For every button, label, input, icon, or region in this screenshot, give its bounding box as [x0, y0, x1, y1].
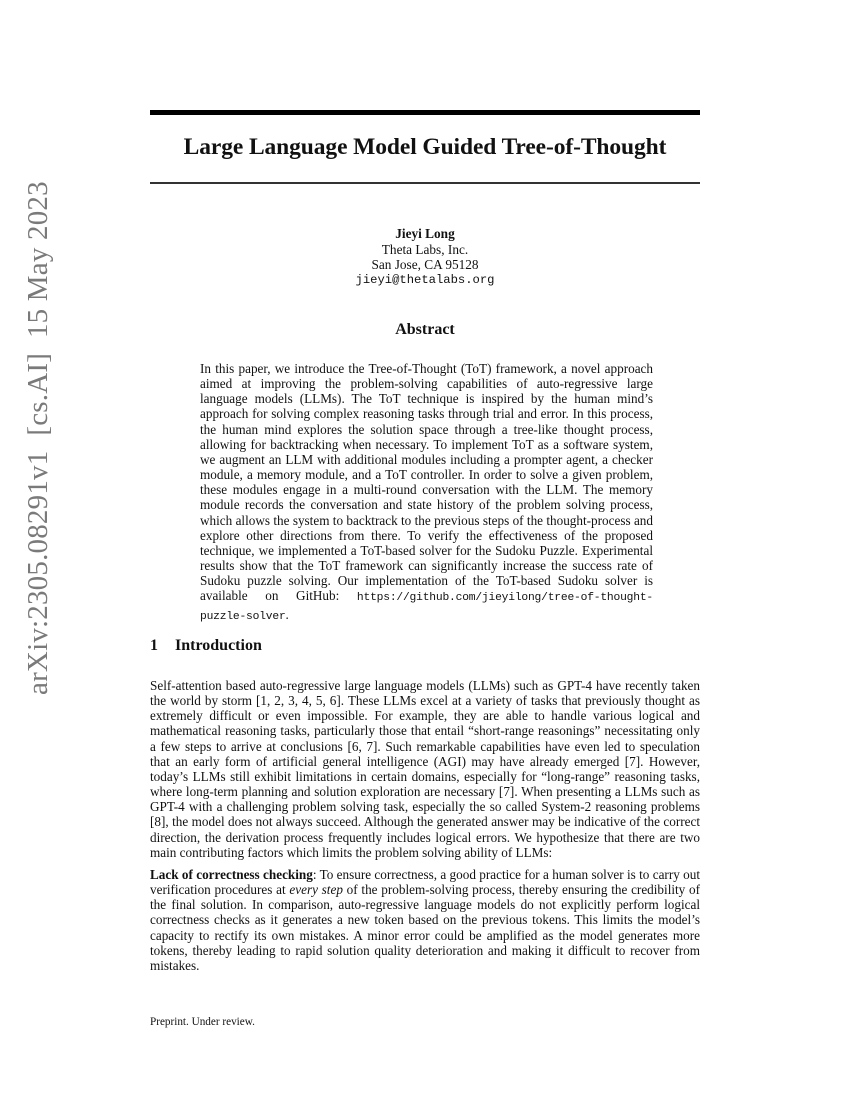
- section-number: 1: [150, 637, 158, 654]
- author-email[interactable]: jieyi@thetalabs.org: [355, 272, 495, 287]
- emphasis-text: every step: [289, 882, 343, 898]
- author-block: [150, 226, 700, 288]
- author-affiliation: Theta Labs, Inc.: [381, 241, 469, 257]
- paragraph-text: : To ensure correctness, a good practice for a human solver is to carry out verification procedures at: [150, 866, 700, 898]
- footer-note: Preprint. Under review.: [150, 1016, 255, 1028]
- paper-title: Large Language Model Guided Tree-of-Thought: [183, 134, 667, 160]
- section-title: Introduction: [175, 637, 262, 654]
- abstract-heading: Abstract: [395, 321, 455, 338]
- github-url-link[interactable]: https://github.com/jieyilong/tree-of-thought-puzzle-solver: [200, 592, 653, 623]
- paragraph-lead-term: Lack of correctness checking: [150, 866, 313, 882]
- intro-paragraph-2: [150, 867, 700, 973]
- introduction-body: [150, 678, 700, 980]
- author-name: Jieyi Long: [395, 226, 455, 241]
- abstract-text: In this paper, we introduce the Tree-of-Thought (ToT) framework, a novel approach aimed at improving the problem-solving capabilities of auto-regressive large language models (LLMs). The ToT technique is inspired by the human mind’s approach for solving complex reasoning tasks through trial and error. In this process, the human mind explores the solution space through a tree-like thought process, allowing for backtracking when necessary. To implement ToT as a software system, we augment an LLM with additional modules including a prompter agent, a checker module, a memory module, and a ToT controller. In order to solve a given problem, these modules engage in a multi-round conversation with the LLM. The memory module records the conversation and state history of the problem solving process, which allows the system to backtrack to the previous steps of the thought-process and explore other directions from there. To verify the effectiveness of the proposed technique, we implemented a ToT-based solver for the Sudoku Puzzle. Experimental results show that the ToT framework can significantly increase the success rate of Sudoku puzzle solving. Our implementation of the ToT-based Sudoku solver is available on GitHub:: [200, 361, 653, 604]
- title-top-rule: [150, 110, 700, 115]
- title-bottom-rule: [150, 182, 700, 184]
- arxiv-identifier-stamp: arXiv:2305.08291v1 [cs.AI] 15 May 2023: [22, 181, 54, 695]
- abstract-url-suffix: .: [285, 606, 289, 622]
- abstract-body: [200, 361, 653, 625]
- author-location: San Jose, CA 95128: [371, 257, 479, 272]
- paragraph-text: of the problem-solving process, thereby ensuring the credibility of the final solution. In comparison, auto-regressive language models do not explicitly perform logical correctness checks as it generates a new token based on the previous tokens. This limits the model’s capacity to rectify its own mistakes. A minor error could be amplified as the model generates more tokens, thereby leading to rapid solution quality deterioration and making it difficult to recover from mistakes.: [150, 882, 701, 973]
- intro-paragraph-1: Self-attention based auto-regressive large language models (LLMs) such as GPT-4 have recently taken the world by storm [1, 2, 3, 4, 5, 6]. These LLMs excel at a variety of tasks that previously thought as extremely difficult or even impossible. For example, they are able to handle various logical and mathematical reasoning tasks, particularly those that entail “short-range reasonings” necessitating only a few steps to arrive at conclusions [6, 7]. Such remarkable capabilities have even led to speculation that an early form of artificial general intelligence (AGI) may have already emerged [7]. However, today’s LLMs still exhibit limitations in certain domains, especially for “long-range” reasoning tasks, where long-term planning and solution exploration are necessary [7]. When presenting a LLMs such as GPT-4 with a challenging problem solving task, especially the so called System-2 reasoning problems [8], the model does not always succeed. Although the generated answer may be indicative of the correct direction, the derivation process frequently includes logical errors. We hypothesize that there are two main contributing factors which limits the problem solving ability of LLMs:: [150, 678, 700, 860]
- section-heading-introduction: [150, 637, 262, 655]
